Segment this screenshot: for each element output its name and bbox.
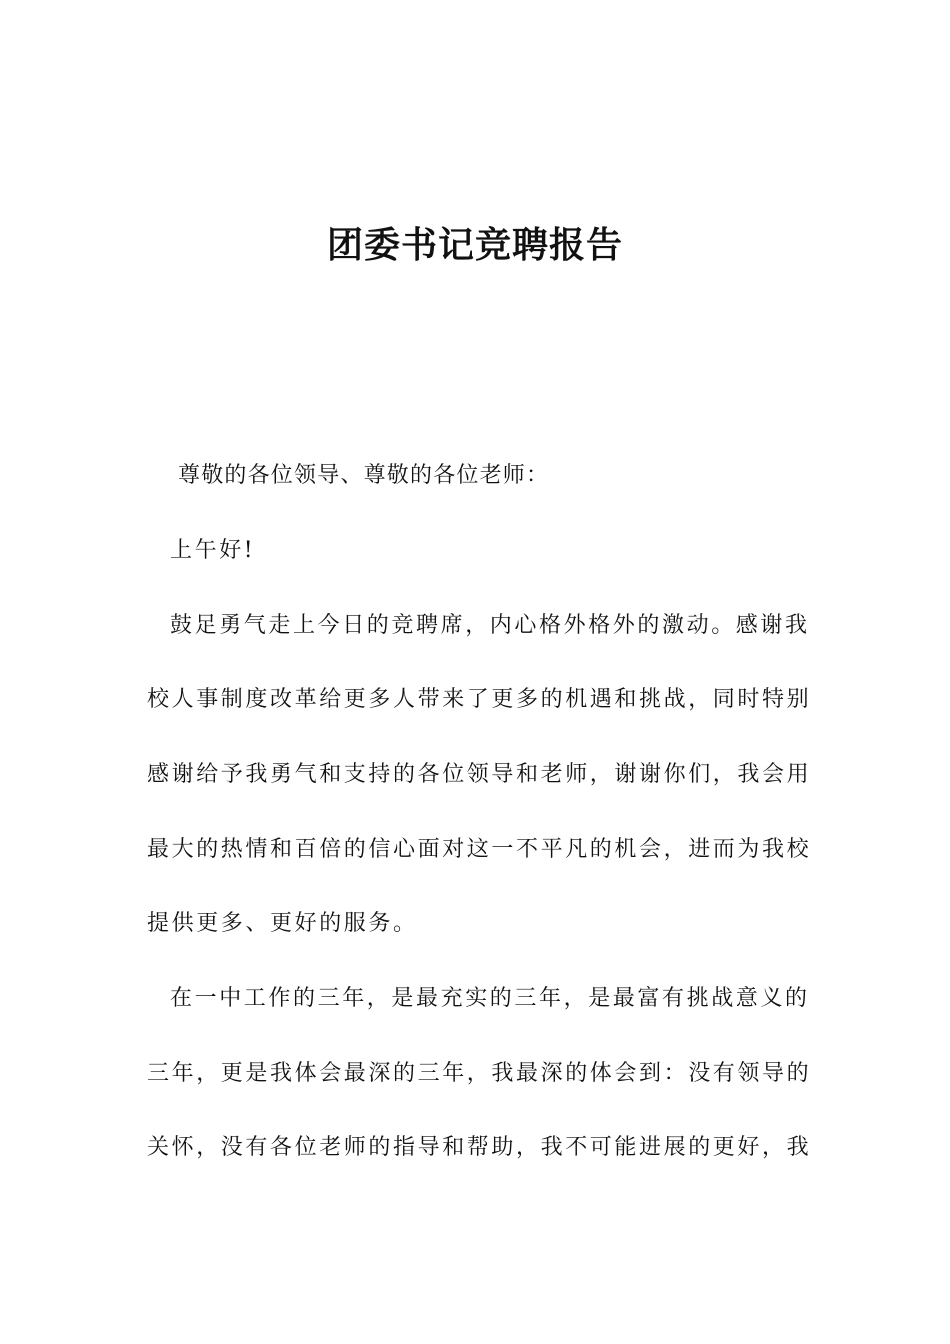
paragraph-2-line-1: 在一中工作的三年，是最充实的三年，是最富有挑战意义的 <box>170 986 810 1011</box>
document-title: 团委书记竞聘报告 <box>326 225 623 266</box>
paragraph-1-line-4: 最大的热情和百倍的信心面对这一不平凡的机会，进而为我校 <box>147 837 812 862</box>
paragraph-2-line-2: 三年，更是我体会最深的三年，我最深的体会到：没有领导的 <box>147 1061 812 1086</box>
greeting-line: 上午好! <box>170 538 256 563</box>
paragraph-1-line-3: 感谢给予我勇气和支持的各位领导和老师，谢谢你们，我会用 <box>147 762 812 787</box>
paragraph-1-line-5: 提供更多、更好的服务。 <box>147 911 418 936</box>
paragraph-2-line-3: 关怀，没有各位老师的指导和帮助，我不可能进展的更好，我 <box>147 1135 812 1160</box>
paragraph-1-line-2: 校人事制度改革给更多人带来了更多的机遇和挑战，同时特别 <box>147 687 812 712</box>
paragraph-1-line-1: 鼓足勇气走上今日的竞聘席，内心格外格外的激动。感谢我 <box>170 613 810 638</box>
salutation-line: 尊敬的各位领导、尊敬的各位老师： <box>178 463 550 488</box>
